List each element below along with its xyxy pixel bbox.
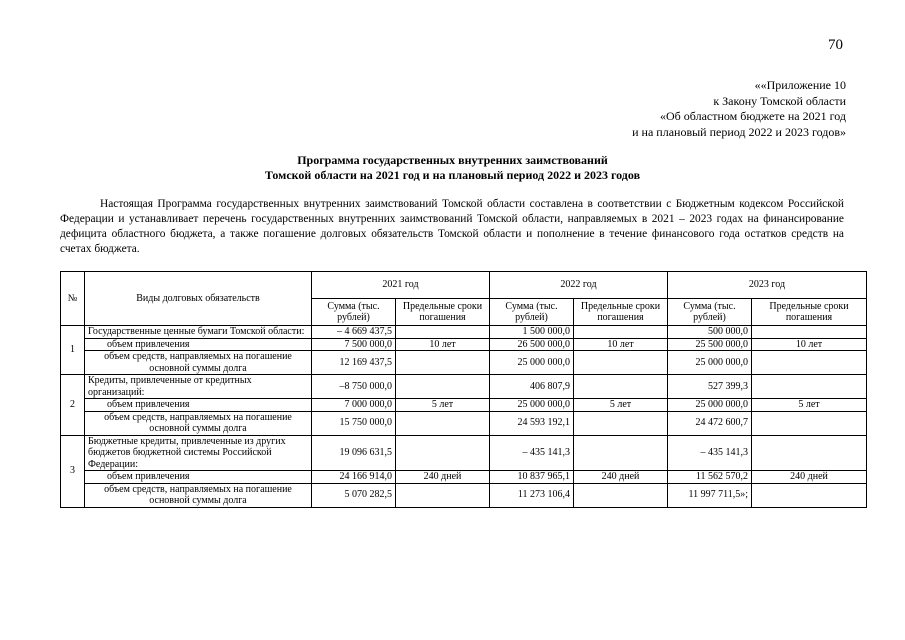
section-total: 527 399,3 bbox=[668, 375, 752, 399]
column-header-sum: Сумма (тыс. рублей) bbox=[312, 299, 396, 326]
term-cell bbox=[396, 351, 490, 375]
empty-cell bbox=[752, 326, 867, 339]
term-cell: 240 дней bbox=[574, 471, 668, 484]
column-header-term: Предельные сроки погашения bbox=[574, 299, 668, 326]
appendix-line: и на плановый период 2022 и 2023 годов» bbox=[632, 124, 846, 139]
term-cell: 10 лет bbox=[752, 338, 867, 351]
table-row-section bbox=[61, 326, 867, 339]
sum-cell: 24 166 914,0 bbox=[312, 471, 396, 484]
section-total: – 4 669 437,5 bbox=[312, 326, 396, 339]
sum-cell: 7 500 000,0 bbox=[312, 338, 396, 351]
section-name: Бюджетные кредиты, привлеченные из других бюджетов бюджетной системы Российской Федерации: bbox=[85, 435, 312, 471]
table-row bbox=[61, 471, 867, 484]
sum-cell: 24 472 600,7 bbox=[668, 411, 752, 435]
year-header: 2022 год bbox=[490, 272, 668, 299]
section-number: 1 bbox=[61, 326, 85, 375]
sum-cell: 24 593 192,1 bbox=[490, 411, 574, 435]
column-header-kind: Виды долговых обязательств bbox=[85, 272, 312, 326]
table-row bbox=[61, 338, 867, 351]
table-row bbox=[61, 483, 867, 507]
section-name: Кредиты, привлеченные от кредитных организаций: bbox=[85, 375, 312, 399]
empty-cell bbox=[396, 435, 490, 471]
term-cell bbox=[396, 411, 490, 435]
borrowing-program-table bbox=[60, 271, 867, 508]
sum-cell: 11 997 711,5»; bbox=[668, 483, 752, 507]
document-title bbox=[0, 153, 905, 183]
appendix-line: «Об областном бюджете на 2021 год bbox=[660, 109, 846, 123]
table-row-section bbox=[61, 375, 867, 399]
column-header-term: Предельные сроки погашения bbox=[396, 299, 490, 326]
appendix-reference bbox=[632, 78, 846, 140]
section-total: 406 807,9 bbox=[490, 375, 574, 399]
row-name: объем средств, направляемых на погашение основной суммы долга bbox=[85, 351, 312, 375]
row-name: объем средств, направляемых на погашение основной суммы долга bbox=[85, 411, 312, 435]
term-cell bbox=[574, 483, 668, 507]
appendix-line: ««Приложение 10 bbox=[754, 78, 846, 92]
term-cell bbox=[396, 483, 490, 507]
term-cell: 240 дней bbox=[752, 471, 867, 484]
row-name: объем средств, направляемых на погашение основной суммы долга bbox=[85, 483, 312, 507]
column-header-sum: Сумма (тыс. рублей) bbox=[490, 299, 574, 326]
term-cell bbox=[752, 351, 867, 375]
page-number: 70 bbox=[828, 37, 843, 53]
title-line: Программа государственных внутренних заимствований bbox=[297, 153, 608, 167]
section-total: –8 750 000,0 bbox=[312, 375, 396, 399]
term-cell bbox=[574, 351, 668, 375]
empty-cell bbox=[752, 435, 867, 471]
row-name: объем привлечения bbox=[85, 399, 312, 412]
sum-cell: 26 500 000,0 bbox=[490, 338, 574, 351]
section-name: Государственные ценные бумаги Томской области: bbox=[85, 326, 312, 339]
term-cell: 10 лет bbox=[574, 338, 668, 351]
sum-cell: 12 169 437,5 bbox=[312, 351, 396, 375]
section-total: – 435 141,3 bbox=[490, 435, 574, 471]
empty-cell bbox=[574, 435, 668, 471]
term-cell: 10 лет bbox=[396, 338, 490, 351]
sum-cell: 11 273 106,4 bbox=[490, 483, 574, 507]
row-name: объем привлечения bbox=[85, 471, 312, 484]
term-cell bbox=[574, 411, 668, 435]
sum-cell: 25 000 000,0 bbox=[490, 399, 574, 412]
sum-cell: 15 750 000,0 bbox=[312, 411, 396, 435]
section-total: 500 000,0 bbox=[668, 326, 752, 339]
table-row bbox=[61, 411, 867, 435]
empty-cell bbox=[396, 326, 490, 339]
term-cell: 240 дней bbox=[396, 471, 490, 484]
term-cell: 5 лет bbox=[574, 399, 668, 412]
term-cell: 5 лет bbox=[752, 399, 867, 412]
section-total: 19 096 631,5 bbox=[312, 435, 396, 471]
sum-cell: 7 000 000,0 bbox=[312, 399, 396, 412]
term-cell bbox=[752, 411, 867, 435]
section-total: – 435 141,3 bbox=[668, 435, 752, 471]
appendix-line: к Закону Томской области bbox=[713, 93, 846, 108]
sum-cell: 25 500 000,0 bbox=[668, 338, 752, 351]
table-row-section bbox=[61, 435, 867, 471]
section-total: 1 500 000,0 bbox=[490, 326, 574, 339]
sum-cell: 10 837 965,1 bbox=[490, 471, 574, 484]
empty-cell bbox=[752, 375, 867, 399]
row-name: объем привлечения bbox=[85, 338, 312, 351]
term-cell: 5 лет bbox=[396, 399, 490, 412]
term-cell bbox=[752, 483, 867, 507]
sum-cell: 25 000 000,0 bbox=[668, 351, 752, 375]
empty-cell bbox=[574, 326, 668, 339]
sum-cell: 5 070 282,5 bbox=[312, 483, 396, 507]
table-row bbox=[61, 399, 867, 412]
empty-cell bbox=[574, 375, 668, 399]
title-line: Томской области на 2021 год и на плановый период 2022 и 2023 годов bbox=[264, 168, 641, 182]
year-header: 2023 год bbox=[668, 272, 867, 299]
column-header-term: Предельные сроки погашения bbox=[752, 299, 867, 326]
section-number: 2 bbox=[61, 375, 85, 436]
column-header-number: № bbox=[61, 272, 85, 326]
table-row bbox=[61, 351, 867, 375]
column-header-sum: Сумма (тыс. рублей) bbox=[668, 299, 752, 326]
sum-cell: 11 562 570,2 bbox=[668, 471, 752, 484]
empty-cell bbox=[396, 375, 490, 399]
section-number: 3 bbox=[61, 435, 85, 507]
sum-cell: 25 000 000,0 bbox=[668, 399, 752, 412]
intro-paragraph: Настоящая Программа государственных внутренних заимствований Томской области составлена в соответствии с Бюджетным кодексом Российской Федерации и устанавливает перечень государственных внутренних заимствований Томской области, направляемых в 2021 – 2023 годах на финансирование дефицита областного бюджета, а также погашение долговых обязательств Томской области и пополнение в течение финансового года остатков средств на счетах бюджета. bbox=[60, 198, 844, 255]
year-header: 2021 год bbox=[312, 272, 490, 299]
sum-cell: 25 000 000,0 bbox=[490, 351, 574, 375]
